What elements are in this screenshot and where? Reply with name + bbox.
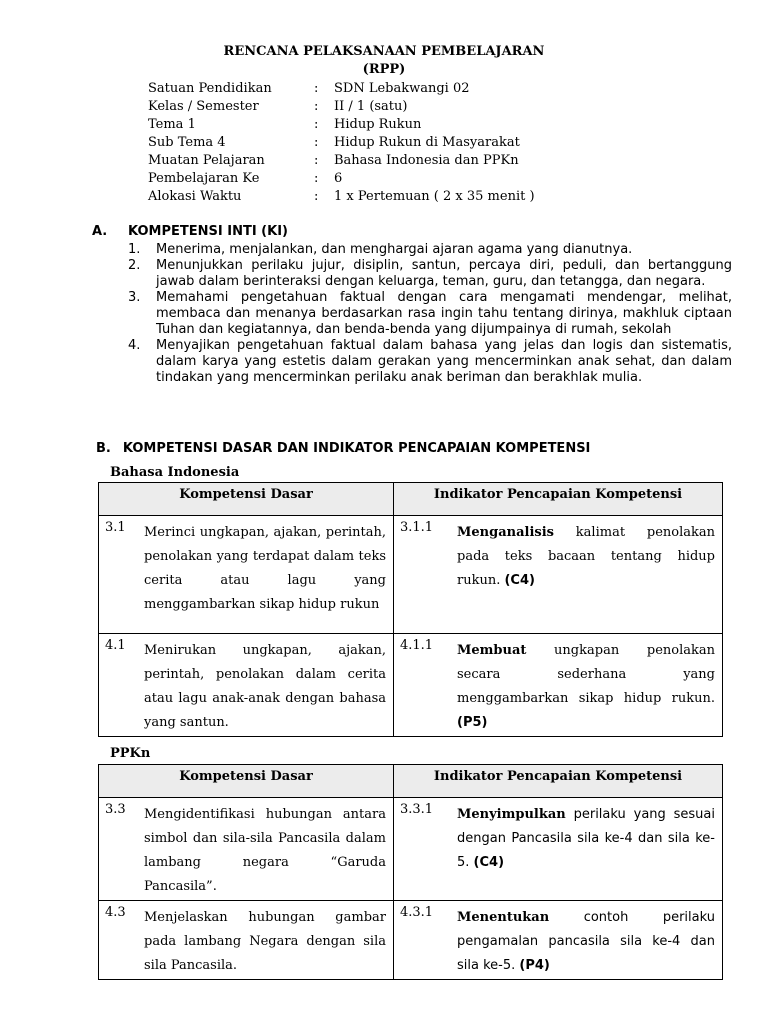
list-item-number: 4. <box>128 338 141 353</box>
indicator-text <box>457 635 715 735</box>
table-header-row <box>99 483 723 516</box>
indicator-cell <box>394 516 723 634</box>
meta-value: Bahasa Indonesia dan PPKn <box>334 153 519 168</box>
table-row <box>99 901 723 980</box>
indicator-code: (C4) <box>473 855 505 870</box>
table-row <box>99 516 723 634</box>
list-item-number: 2. <box>128 258 141 273</box>
indicator-text <box>457 902 715 978</box>
list-item-text: Menerima, menjalankan, dan menghargai ajaran agama yang dianutnya. <box>156 242 633 257</box>
meta-value: 1 x Pertemuan ( 2 x 35 menit ) <box>334 189 535 204</box>
indicator-cell <box>394 634 723 737</box>
list-item <box>124 258 732 290</box>
list-item-number: 1. <box>128 242 141 257</box>
section-b-letter: B. <box>96 441 111 456</box>
table-header-row <box>99 765 723 798</box>
kd-cell <box>99 516 394 634</box>
meta-label: Sub Tema 4 <box>148 135 226 150</box>
kd-number: 3.3 <box>105 802 126 817</box>
bahasa-indonesia-table <box>98 482 723 737</box>
meta-label: Alokasi Waktu <box>148 189 242 204</box>
indicator-code: (P5) <box>457 715 488 730</box>
meta-colon: : <box>314 153 319 168</box>
column-header-ipk: Indikator Pencapaian Kompetensi <box>394 765 723 798</box>
kd-number: 4.3 <box>105 905 126 920</box>
table-row <box>99 634 723 737</box>
indicator-verb: Menganalisis <box>457 525 554 540</box>
kd-cell <box>99 634 394 737</box>
ppkn-table <box>98 764 723 980</box>
column-header-kd: Kompetensi Dasar <box>99 483 394 516</box>
indicator-description: ungkapan penolakan secara sederhana yang menggambarkan sikap hidup rukun. <box>457 643 715 706</box>
bahasa-indonesia-label: Bahasa Indonesia <box>110 465 240 480</box>
kd-cell <box>99 901 394 980</box>
list-item <box>124 338 732 386</box>
section-a-title: KOMPETENSI INTI (KI) <box>128 224 288 239</box>
kd-text: Mengidentifikasi hubungan antara simbol dan sila-sila Pancasila dalam lambang negara “Garuda Pancasila”. <box>144 807 386 894</box>
section-b-heading <box>96 441 590 456</box>
section-b-title: KOMPETENSI DASAR DAN INDIKATOR PENCAPAIAN KOMPETENSI <box>122 441 591 456</box>
meta-colon: : <box>314 117 319 132</box>
list-item-text: Menunjukkan perilaku jujur, disiplin, santun, percaya diri, peduli, dan bertanggung jawab dalam berinteraksi dengan keluarga, teman, guru, dan tetangga, dan negara. <box>156 258 732 289</box>
indicator-number: 3.1.1 <box>400 520 434 535</box>
kd-number: 3.1 <box>105 520 126 535</box>
indicator-description: kalimat penolakan pada teks bacaan tentang hidup rukun. <box>457 525 715 588</box>
meta-colon: : <box>314 135 319 150</box>
kd-cell <box>99 798 394 901</box>
column-header-kd: Kompetensi Dasar <box>99 765 394 798</box>
column-header-ipk: Indikator Pencapaian Kompetensi <box>394 483 723 516</box>
meta-label: Satuan Pendidikan <box>148 81 272 96</box>
meta-label: Kelas / Semester <box>148 99 259 114</box>
list-item-number: 3. <box>128 290 141 305</box>
indicator-cell <box>394 901 723 980</box>
meta-value: Hidup Rukun di Masyarakat <box>334 135 520 150</box>
indicator-cell <box>394 798 723 901</box>
kd-number: 4.1 <box>105 638 126 653</box>
indicator-verb: Menyimpulkan <box>457 807 566 822</box>
indicator-number: 4.1.1 <box>400 638 434 653</box>
meta-colon: : <box>314 99 319 114</box>
ppkn-label: PPKn <box>110 746 151 761</box>
meta-value: Hidup Rukun <box>334 117 422 132</box>
meta-colon: : <box>314 189 319 204</box>
indicator-verb: Menentukan <box>457 910 550 925</box>
meta-value: II / 1 (satu) <box>334 99 408 114</box>
indicator-number: 3.3.1 <box>400 802 434 817</box>
meta-value: SDN Lebakwangi 02 <box>334 81 470 96</box>
meta-value: 6 <box>334 171 343 186</box>
kd-text: Merinci ungkapan, ajakan, perintah, penolakan yang terdapat dalam teks cerita atau lagu yang menggambarkan sikap hidup rukun <box>144 525 386 612</box>
meta-label: Pembelajaran Ke <box>148 171 260 186</box>
indicator-text <box>457 517 715 593</box>
section-a-letter: A. <box>92 224 108 239</box>
document-title: RENCANA PELAKSANAAN PEMBELAJARAN <box>223 44 545 59</box>
indicator-code: (P4) <box>519 958 550 973</box>
meta-label: Tema 1 <box>148 117 196 132</box>
list-item-text: Memahami pengetahuan faktual dengan cara mengamati mendengar, melihat, membaca dan menanya berdasarkan rasa ingin tahu tentang dirinya, makhluk ciptaan Tuhan dan kegiatannya, dan benda-benda yang dijumpainya di rumah, sekolah <box>156 290 732 337</box>
indicator-number: 4.3.1 <box>400 905 434 920</box>
indicator-text <box>457 799 715 875</box>
kd-text: Menirukan ungkapan, ajakan, perintah, penolakan dalam cerita atau lagu anak-anak dengan bahasa yang santun. <box>144 643 386 730</box>
table-row <box>99 798 723 901</box>
core-competency-list <box>124 242 732 386</box>
indicator-description: contoh perilaku pengamalan pancasila sila ke-4 dan sila ke-5. <box>457 910 715 973</box>
meta-colon: : <box>314 171 319 186</box>
list-item <box>124 290 732 338</box>
indicator-verb: Membuat <box>457 643 527 658</box>
document-subtitle: (RPP) <box>362 62 406 77</box>
list-item-text: Menyajikan pengetahuan faktual dalam bahasa yang jelas dan logis dan sistematis, dalam karya yang estetis dalam gerakan yang mencerminkan anak sehat, dan dalam tindakan yang mencerminkan perilaku anak beriman dan berakhlak mulia. <box>156 338 732 385</box>
list-item <box>124 242 732 258</box>
indicator-code: (C4) <box>504 573 535 588</box>
indicator-description: perilaku yang sesuai dengan Pancasila sila ke-4 dan sila ke-5. <box>457 807 715 870</box>
meta-colon: : <box>314 81 319 96</box>
meta-label: Muatan Pelajaran <box>148 153 265 168</box>
kd-text: Menjelaskan hubungan gambar pada lambang Negara dengan sila sila Pancasila. <box>144 910 386 973</box>
